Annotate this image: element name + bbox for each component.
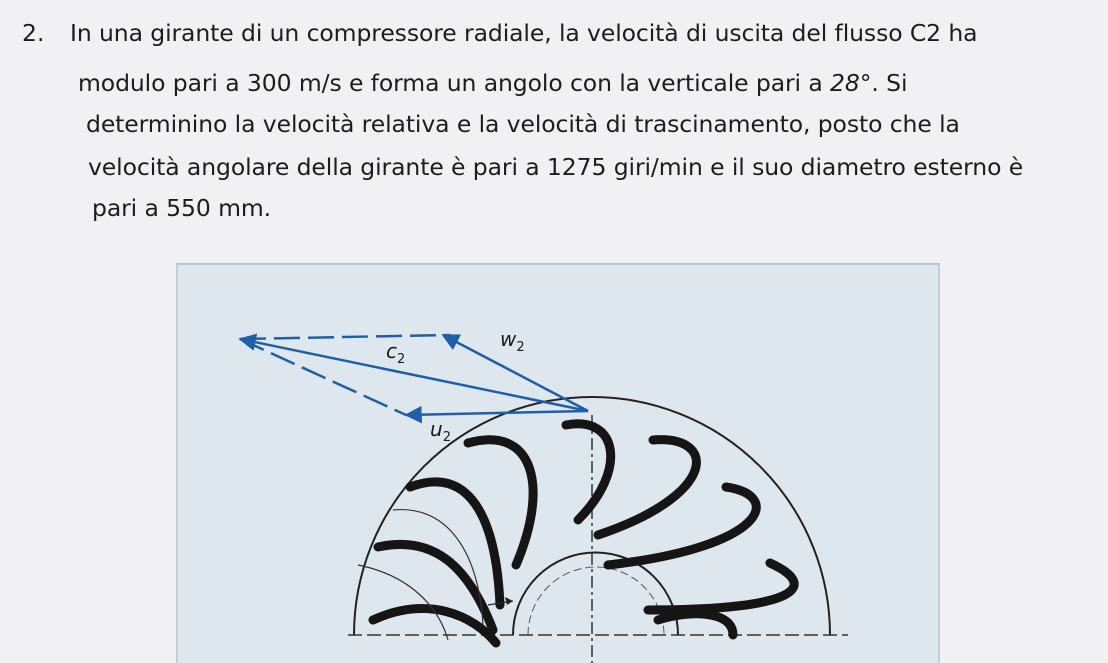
- label-u2: [430, 417, 451, 445]
- label-w2-sub: 2: [516, 340, 525, 355]
- impeller-blades: [373, 424, 794, 643]
- label-c2: [386, 339, 405, 367]
- label-u2-text: u: [430, 417, 443, 441]
- vector-c2: [240, 339, 588, 411]
- label-c2-sub: 2: [397, 352, 406, 367]
- impeller-velocity-diagram: [176, 263, 940, 663]
- problem-statement: [0, 0, 1108, 250]
- dashed-left: [240, 339, 406, 415]
- impeller-hub-inner: [528, 567, 664, 635]
- problem-line-2: [78, 68, 907, 98]
- impeller-hub: [513, 553, 678, 636]
- dashed-top: [240, 335, 450, 339]
- problem-line-2-text: modulo pari a 300 m/s e forma un angolo con la verticale pari a: [78, 69, 831, 97]
- label-w2: [500, 327, 525, 355]
- label-u2-sub: 2: [442, 430, 451, 445]
- problem-number: 2.: [22, 19, 45, 47]
- problem-line-2-end: . Si: [871, 69, 908, 97]
- angle-value: 28°: [830, 69, 872, 97]
- problem-line-5: pari a 550 mm.: [92, 194, 272, 222]
- problem-line-3: determinino la velocità relativa e la velocità di trascinamento, posto che la: [86, 110, 960, 138]
- impeller-drawing: [178, 265, 940, 663]
- vector-u2: [406, 411, 588, 415]
- label-c2-text: c: [386, 339, 397, 363]
- label-w2-text: w: [500, 327, 517, 351]
- problem-line-4: velocità angolare della girante è pari a 1275 giri/min e il suo diametro esterno è: [88, 153, 1024, 181]
- problem-line-1: In una girante di un compressore radiale, la velocità di uscita del flusso C2 ha: [70, 19, 978, 47]
